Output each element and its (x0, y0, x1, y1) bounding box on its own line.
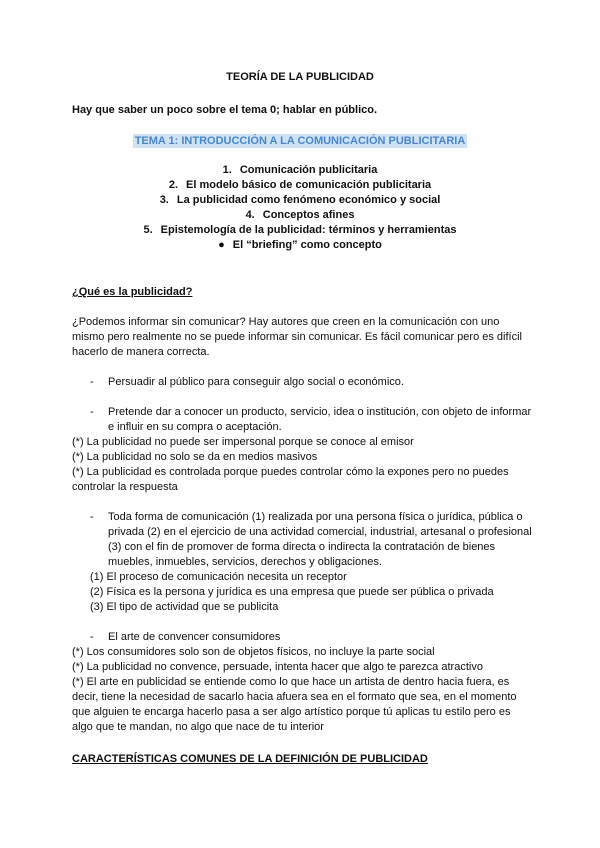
table-of-contents (0, 163, 600, 253)
dash-text: Toda forma de comunicación (1) realizada por una persona física o jurídica, pública o privada (2) en el ejercicio de una actividad comercial, industrial, artesanal o profesional (3) con el fin de promover de forma directa o indirecta la contratación de bienes muebles, inmuebles, servicios, derechos y obligaciones. (108, 511, 532, 568)
dash-marker: - (90, 511, 94, 523)
toc-number: 3. (159, 194, 169, 206)
section-heading-caracteristicas: CARACTERÍSTICAS COMUNES DE LA DEFINICIÓN DE PUBLICIDAD (72, 753, 428, 765)
note-line: (*) Los consumidores solo son de objetos físicos, no incluye la parte social (72, 646, 435, 658)
toc-label: El modelo básico de comunicación publicitaria (186, 179, 432, 191)
note-line: (*) La publicidad no convence, persuade, intenta hacer que algo te parezca atractivo (72, 661, 483, 673)
numbered-note: (1) El proceso de comunicación necesita un receptor (90, 571, 347, 583)
toc-item (0, 208, 600, 223)
toc-item (0, 163, 600, 178)
toc-number: 2. (168, 179, 179, 191)
paragraph-intro: ¿Podemos informar sin comunicar? Hay autores que creen en la comunicación con uno mismo pero realmente no se puede informar sin comunicar. Es fácil comunicar pero es difícil hacerlo de manera correcta. (72, 316, 522, 358)
numbered-note: (3) El tipo de actividad que se publicita (90, 601, 279, 613)
dash-text: Pretende dar a conocer un producto, servicio, idea o institución, con objeto de informar e influir en su compra o aceptación. (108, 406, 532, 433)
toc-label: Comunicación publicitaria (239, 164, 378, 176)
intro-line: Hay que saber un poco sobre el tema 0; hablar en público. (72, 104, 378, 116)
toc-label: Epistemología de la publicidad: términos y herramientas (160, 224, 457, 236)
dash-item (72, 375, 532, 390)
dash-marker: - (90, 376, 94, 388)
dash-text: El arte de convencer consumidores (108, 631, 281, 643)
note-line: (*) La publicidad no puede ser impersonal porque se conoce al emisor (72, 436, 414, 448)
dash-item (72, 630, 532, 645)
document-title: TEORÍA DE LA PUBLICIDAD (226, 71, 374, 83)
toc-item (0, 178, 600, 193)
dash-item (72, 510, 532, 570)
note-line: (*) La publicidad es controlada porque puedes controlar cómo la expones pero no puedes controlar la respuesta (72, 466, 509, 493)
toc-label: La publicidad como fenómeno económico y social (176, 194, 441, 206)
tema-highlight: TEMA 1: INTRODUCCIÓN A LA COMUNICACIÓN PUBLICITARIA (134, 135, 466, 147)
section-heading-que-es: ¿Qué es la publicidad? (72, 286, 193, 298)
toc-label: El “briefing” como concepto (232, 239, 382, 251)
note-line: (*) La publicidad no solo se da en medios masivos (72, 451, 318, 463)
dash-text: Persuadir al público para conseguir algo social o económico. (108, 376, 404, 388)
note-line: (*) El arte en publicidad se entiende como lo que hace un artista de dentro hacia fuera, es decir, tiene la necesidad de sacarlo hacia afuera sea en el formato que sea, en el momento que alguien te encarga hacerlo pasa a ser algo artístico porque tú aplicas tu estilo pero es algo que te mandan, no algo que nace de tu interior (72, 676, 517, 733)
toc-number: 5. (143, 224, 153, 236)
numbered-note: (2) Física es la persona y jurídica es una empresa que puede ser pública o privada (90, 586, 494, 598)
dash-marker: - (90, 631, 94, 643)
toc-item (0, 193, 600, 208)
toc-item (0, 223, 600, 238)
tema-heading (0, 134, 600, 149)
toc-bullet: ● (218, 239, 225, 251)
toc-item (0, 238, 600, 253)
dash-item (72, 405, 532, 435)
toc-number: 1. (222, 164, 232, 176)
toc-number: 4. (245, 209, 255, 221)
dash-marker: - (90, 406, 94, 418)
toc-label: Conceptos afines (262, 209, 355, 221)
